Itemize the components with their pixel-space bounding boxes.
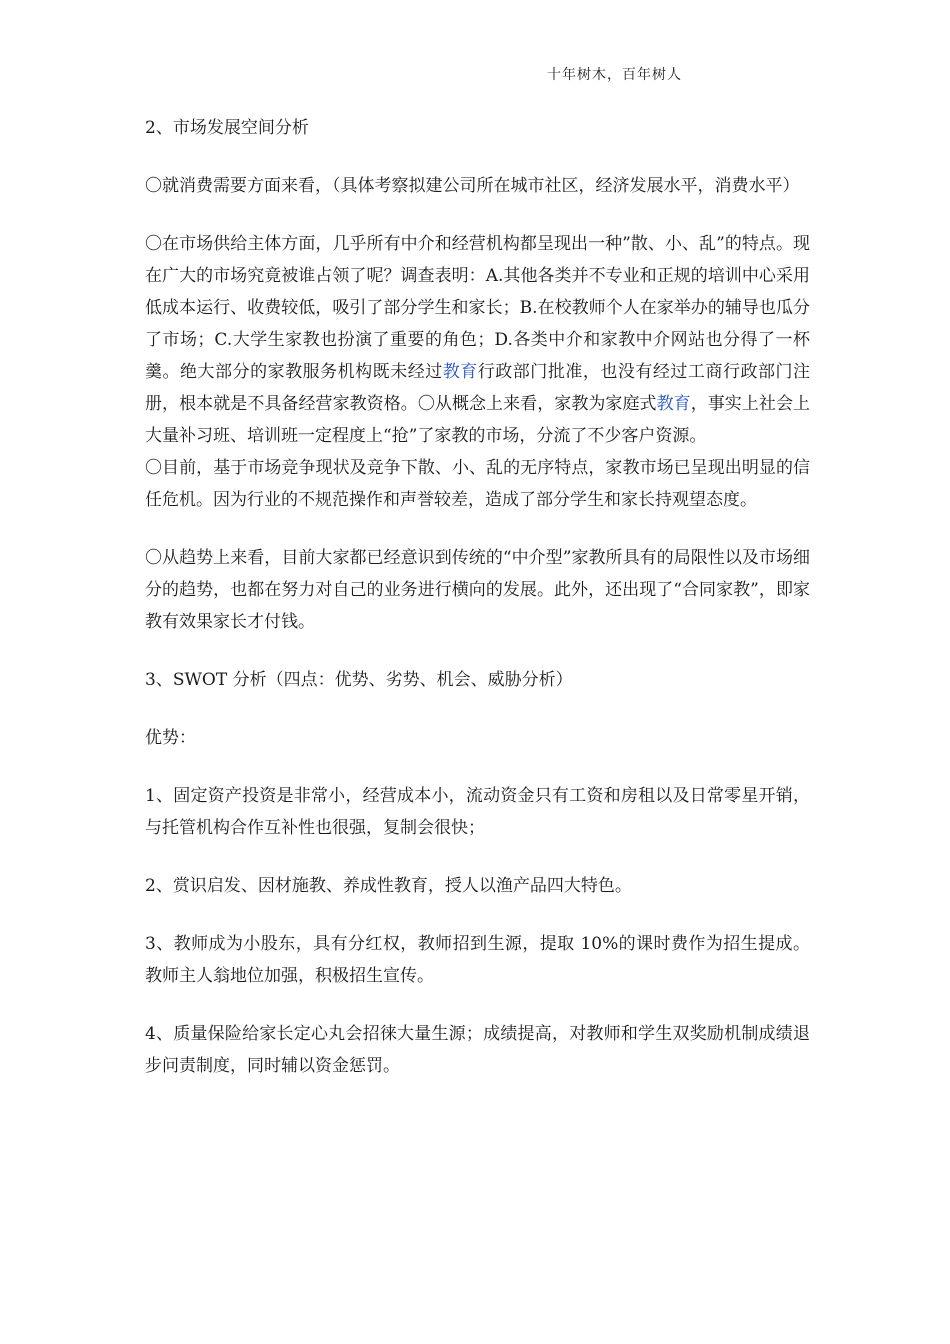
- document-body: [145, 112, 810, 1082]
- strength-item-1: 1、固定资产投资是非常小，经营成本小，流动资金只有工资和房租以及日常零星开销，与托管机构合作互补性也很强，复制会很快；: [145, 786, 810, 838]
- strength-item-3: 3、教师成为小股东，具有分红权，教师招到生源，提取 10%的课时费作为招生提成。教师主人翁地位加强，积极招生宣传。: [145, 934, 810, 986]
- header-motto: 十年树木，百年树人: [547, 67, 682, 83]
- strengths-label: 优势：: [145, 728, 196, 748]
- trend-paragraph: 〇从趋势上来看，目前大家都已经意识到传统的“中介型”家教所具有的局限性以及市场细分的趋势，也都在努力对自己的业务进行横向的发展。此外，还出现了“合同家教”，即家教有效果家长才付钱。: [145, 548, 810, 632]
- market-supply-text-2: 行政部门批准，也没有经过工商行政部门注册，根本就是不具备经营家教资格。〇从概念上来看，家教为家庭式: [145, 362, 811, 414]
- consumer-demand-paragraph: 〇就消费需要方面来看，（具体考察拟建公司所在城市社区，经济发展水平，消费水平）: [145, 176, 800, 196]
- section-3-heading: 3、SWOT 分析（四点：优势、劣势、机会、威胁分析）: [145, 670, 573, 690]
- strength-item-4: 4、质量保险给家长定心丸会招徕大量生源；成绩提高，对教师和学生双奖励机制成绩退步问责制度，同时辅以资金惩罚。: [145, 1024, 810, 1076]
- trust-crisis-paragraph: 〇目前，基于市场竞争现状及竞争下散、小、乱的无序特点，家教市场已呈现出明显的信任危机。因为行业的不规范操作和声誉较差，造成了部分学生和家长持观望态度。: [145, 458, 810, 510]
- education-link-1[interactable]: 教育: [442, 362, 478, 382]
- market-supply-text-3: ，事实上社会上大量补习班、培训班一定程度上“抢”了家教的市场，分流了不少客户资源。: [145, 394, 811, 446]
- strength-item-2: 2、赏识启发、因材施教、养成性教育，授人以渔产品四大特色。: [145, 876, 632, 896]
- market-supply-text-1: 〇在市场供给主体方面，几乎所有中介和经营机构都呈现出一种”散、小、乱”的特点。现在广大的市场究竟被谁占领了呢？调查表明：A.其他各类并不专业和正规的培训中心采用低成本运行、收费较低，吸引了部分学生和家长；B.在校教师个人在家举办的辅导也瓜分了市场；C.大学生家教也扮演了重要的角色；D.各类中介和家教中介网站也分得了一杯羹。绝大部分的家教服务机构既未经过: [145, 234, 810, 382]
- education-link-2[interactable]: 教育: [656, 394, 691, 414]
- section-2-heading: 2、市场发展空间分析: [145, 118, 309, 138]
- market-supply-paragraph: [145, 228, 810, 452]
